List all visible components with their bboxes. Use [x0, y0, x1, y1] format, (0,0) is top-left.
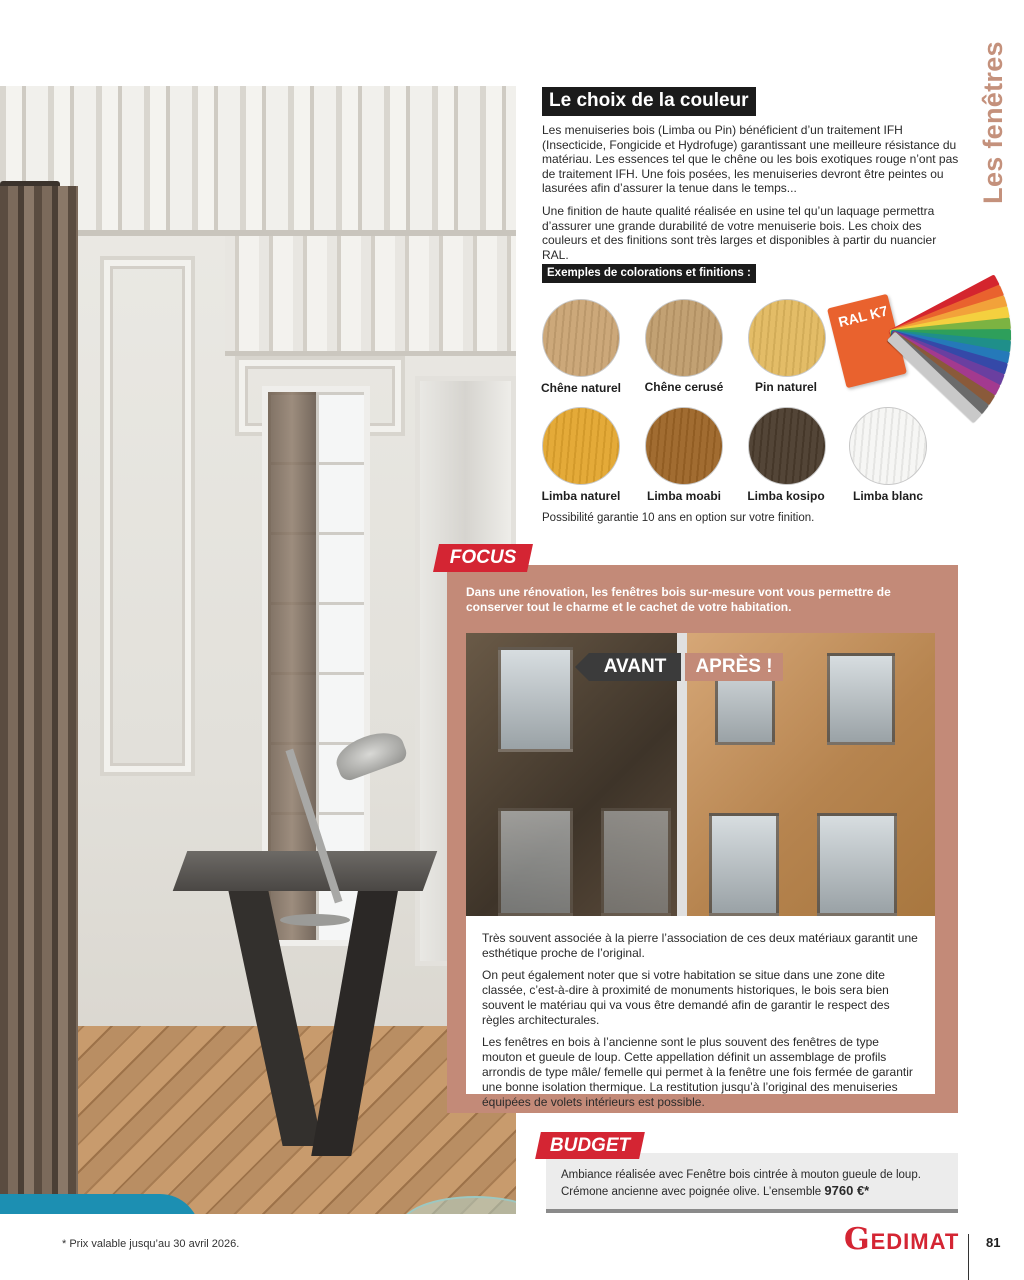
intro-paragraph-2: Une finition de haute qualité réalisée en usine tel qu’un laquage permettra d’assurer une grande durabilité de votre menuiserie bois. Les choix des couleurs et des finitions sont très larges et disponibles à partir du nuancier RAL.	[542, 204, 937, 262]
interior-photo	[0, 86, 516, 1214]
window-pane	[498, 808, 573, 916]
after-label: APRÈS !	[685, 653, 783, 681]
swatch-limba-kosipo	[748, 407, 826, 485]
intro-paragraph-1: Les menuiseries bois (Limba ou Pin) bénéficient d’un traitement IFH (Insecticide, Fongicide et Hydrofuge) garantissant une meilleure résistance du matériau. Les essences tel que le chêne ou les bois exotiques rouge n’ont pas de traitement IFH. Une fois posées, les menuiseries devront être peintes ou lasurées afin d’assurer la tenue dans le temps...	[542, 123, 959, 195]
footer-divider	[968, 1234, 969, 1280]
swatch-label: Limba kosipo	[747, 489, 825, 503]
table-top	[173, 851, 438, 891]
focus-intro: Dans une rénovation, les fenêtres bois sur-mesure vont vous permettre de conserver tout le charme et le cachet de votre habitation.	[466, 585, 891, 614]
gedimat-logo	[844, 1222, 959, 1256]
before-after-photo	[466, 633, 935, 916]
window-pane	[601, 808, 671, 916]
window-pane	[498, 647, 573, 752]
before-label: AVANT	[589, 653, 681, 681]
swatch-label: Limba moabi	[646, 489, 721, 503]
swatch-chene-ceruse	[645, 299, 723, 377]
window-pane	[817, 813, 897, 916]
focus-paragraph: Très souvent associée à la pierre l’association de ces deux matériaux garantit une esthétique proche de l’original.	[482, 931, 918, 960]
page-title: Le choix de la couleur	[542, 87, 756, 116]
guarantee-note: Possibilité garantie 10 ans en option sur votre finition.	[542, 512, 815, 524]
wall-panel	[100, 256, 195, 776]
budget-text	[561, 1168, 941, 1200]
sofa	[0, 1194, 200, 1214]
swatch-limba-naturel	[542, 407, 620, 485]
section-tab	[975, 30, 1011, 215]
ral-card-label: RAL K7	[836, 302, 890, 331]
swatch-label: Chêne naturel	[540, 381, 621, 395]
swatch-chene-naturel	[542, 299, 620, 377]
focus-tag	[433, 544, 533, 572]
swatch-label: Pin naturel	[754, 380, 817, 394]
window-pane	[827, 653, 895, 745]
swatch-label: Chêne cerusé	[644, 380, 724, 394]
budget-description: Ambiance réalisée avec Fenêtre bois cintrée à mouton gueule de loup. Crémone ancienne avec poignée olive. L’ensemble	[561, 1169, 921, 1198]
lamp-base	[280, 914, 350, 926]
focus-text-block	[466, 916, 935, 1109]
swatch-pin-naturel	[748, 299, 826, 377]
window-pane	[709, 813, 779, 916]
logo-initial: G	[844, 1222, 870, 1257]
budget-tag-label: BUDGET	[549, 1135, 631, 1156]
page-number: 81	[986, 1235, 1001, 1250]
focus-paragraph: On peut également noter que si votre habitation se situe dans une zone dite classée, c’est-à-dire à proximité de monuments historiques, le bois sera bien souvent le matériau qui va vous être demandé afin de garantir le respect des règles architecturales.	[482, 968, 890, 1027]
focus-tag-label: FOCUS	[449, 547, 517, 568]
focus-paragraph: Les fenêtres en bois à l’ancienne sont le plus souvent des fenêtres de type mouton et gueule de loup. Cette appellation définit un assemblage de profils arrondis de type mâle/ femelle qui permet à la fenêtre une fois fermée de garantir une bonne isolation thermique. La restitution jusqu’à l’original des menuiseries équipées de volets intérieurs est possible.	[482, 1035, 913, 1109]
logo-rest: EDIMAT	[870, 1229, 960, 1254]
budget-tag	[535, 1132, 645, 1159]
ral-colour-fan	[836, 288, 1016, 388]
swatch-limba-moabi	[645, 407, 723, 485]
budget-price: 9760 €*	[824, 1183, 870, 1198]
curtain	[0, 186, 78, 1214]
examples-heading: Exemples de colorations et finitions :	[542, 264, 756, 283]
swatch-label: Limba naturel	[541, 489, 621, 503]
swatch-label: Limba blanc	[852, 489, 923, 503]
swatch-limba-blanc	[849, 407, 927, 485]
price-footnote: * Prix valable jusqu’au 30 avril 2026.	[62, 1238, 240, 1250]
ornamental-frieze	[225, 236, 516, 356]
section-tab-label: Les fenêtres	[977, 41, 1008, 204]
